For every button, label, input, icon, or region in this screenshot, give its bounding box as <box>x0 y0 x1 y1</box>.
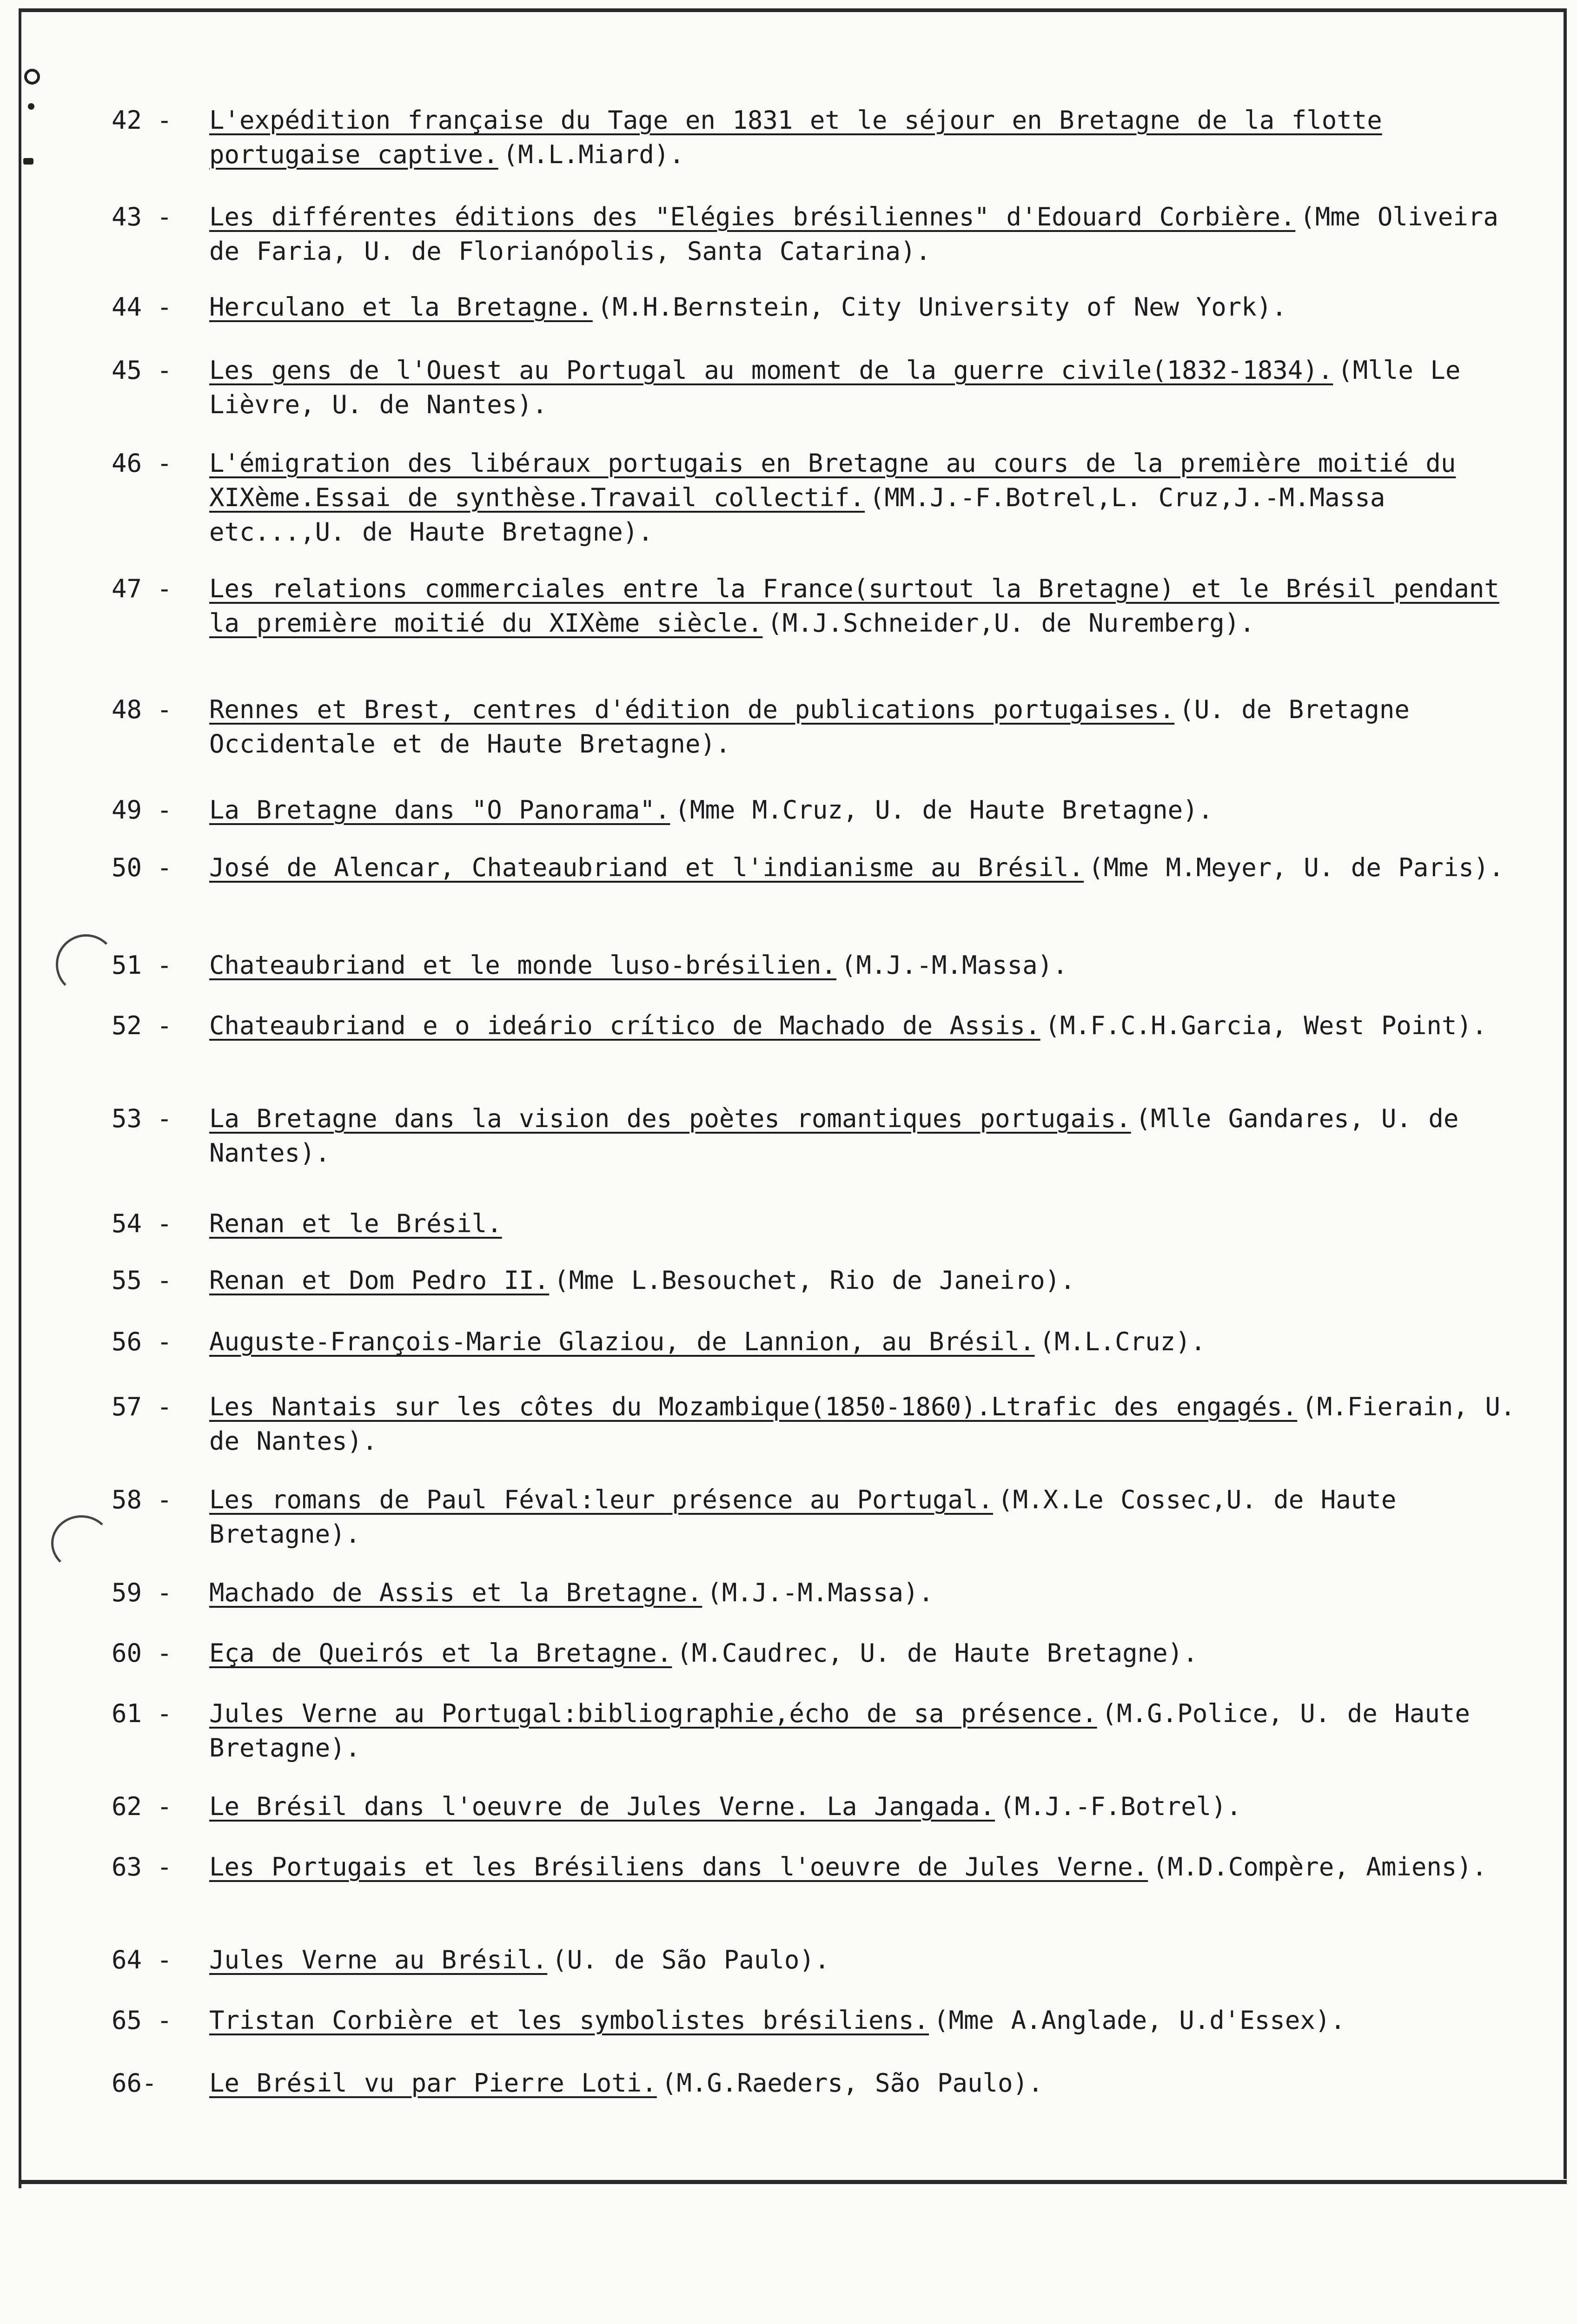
entry-reference: (Mme A.Anglade, U.d'Essex). <box>934 2006 1345 2035</box>
entry-number: 54 - <box>112 1209 172 1238</box>
entry-reference: (M.J.-F.Botrel). <box>1000 1792 1242 1821</box>
entry-title: Renan et le Brésil. <box>209 1209 502 1238</box>
list-item <box>112 1483 1525 1552</box>
list-item <box>112 2003 1525 2038</box>
list-item <box>112 1697 1525 1765</box>
entry-reference: (Mlle Le Lièvre, U. de Nantes). <box>209 356 1461 419</box>
entry-title: Jules Verne au Portugal:bibliographie,écho de sa présence. <box>209 1699 1097 1728</box>
entry-number: 51 - <box>112 951 172 980</box>
margin-dot-mark <box>28 103 34 110</box>
entry-title: Auguste-François-Marie Glaziou, de Lannion, au Brésil. <box>209 1327 1035 1356</box>
margin-pencil-mark <box>51 1515 112 1571</box>
entry-number: 64 - <box>112 1945 172 1974</box>
page-frame-left-rule <box>19 8 21 2188</box>
entry-title: Les romans de Paul Féval:leur présence au Portugal. <box>209 1485 994 1514</box>
entry-reference: (MM.J.-F.Botrel,L. Cruz,J.-M.Massa etc...,U. de Haute Bretagne). <box>209 483 1385 547</box>
list-item <box>112 1390 1525 1459</box>
entry-reference: (M.L.Cruz). <box>1039 1327 1206 1356</box>
entry-number: 56 - <box>112 1327 172 1356</box>
entry-reference: (M.L.Miard). <box>503 140 684 169</box>
entry-title: Le Brésil dans l'oeuvre de Jules Verne. La Jangada. <box>209 1792 995 1821</box>
entry-title: La Bretagne dans la vision des poètes romantiques portugais. <box>209 1104 1131 1133</box>
entry-reference: (M.H.Bernstein, City University of New York). <box>597 292 1287 322</box>
entry-number: 57 - <box>112 1392 172 1421</box>
list-item <box>112 851 1525 885</box>
entry-number: 43 - <box>112 202 172 231</box>
entry-reference: (Mme M.Cruz, U. de Haute Bretagne). <box>675 795 1213 825</box>
entry-title: Chateaubriand et le monde luso-brésilien. <box>209 951 836 980</box>
list-item <box>112 693 1525 761</box>
entry-reference: (M.F.C.H.Garcia, West Point). <box>1045 1011 1487 1040</box>
entry-title: Les Nantais sur les côtes du Mozambique(1850-1860).Ltrafic des engagés. <box>209 1392 1298 1421</box>
list-item <box>112 2066 1525 2100</box>
list-item <box>112 1207 1525 1241</box>
entry-number: 61 - <box>112 1699 172 1728</box>
entry-title: José de Alencar, Chateaubriand et l'indianisme au Brésil. <box>209 853 1084 882</box>
entry-number: 63 - <box>112 1852 172 1882</box>
entry-reference: (M.J.-M.Massa). <box>707 1578 934 1607</box>
entry-reference: (M.Caudrec, U. de Haute Bretagne). <box>676 1638 1198 1668</box>
entry-number: 47 - <box>112 574 172 603</box>
list-item <box>112 1789 1525 1824</box>
entry-title: La Bretagne dans "O Panorama". <box>209 795 670 825</box>
entry-title: Tristan Corbière et les symbolistes brésiliens. <box>209 2006 929 2035</box>
entry-number: 60 - <box>112 1638 172 1668</box>
entry-title: Les différentes éditions des "Elégies brésiliennes" d'Edouard Corbière. <box>209 202 1296 231</box>
entry-number: 42 - <box>112 106 172 135</box>
entry-number: 62 - <box>112 1792 172 1821</box>
list-item <box>112 1576 1525 1610</box>
entry-reference: (M.X.Le Cossec,U. de Haute Bretagne). <box>209 1485 1397 1549</box>
entry-reference: (M.G.Raeders, São Paulo). <box>661 2068 1043 2098</box>
entry-reference: (U. de São Paulo). <box>552 1945 830 1974</box>
entry-title: Les relations commerciales entre la France(surtout la Bretagne) et le Brésil pendant la première moitié du XIXème siècle. <box>209 574 1499 638</box>
entry-title: Machado de Assis et la Bretagne. <box>209 1578 702 1607</box>
entry-title: Les gens de l'Ouest au Portugal au moment de la guerre civile(1832-1834). <box>209 356 1333 385</box>
entry-number: 58 - <box>112 1485 172 1514</box>
entry-number: 50 - <box>112 853 172 882</box>
list-item <box>112 572 1525 640</box>
entry-reference: (U. de Bretagne Occidentale et de Haute Bretagne). <box>209 695 1410 759</box>
entry-number: 65 - <box>112 2006 172 2035</box>
list-item <box>112 1009 1525 1043</box>
list-item <box>112 200 1525 269</box>
list-item <box>112 948 1525 983</box>
page-frame-bottom-rule <box>19 2180 1567 2184</box>
entry-title: Les Portugais et les Brésiliens dans l'oeuvre de Jules Verne. <box>209 1852 1148 1882</box>
entry-title: Rennes et Brest, centres d'édition de publications portugaises. <box>209 695 1175 724</box>
entry-reference: (Mme L.Besouchet, Rio de Janeiro). <box>554 1266 1075 1295</box>
entry-title: L'expédition française du Tage en 1831 et le séjour en Bretagne de la flotte portugaise captive. <box>209 106 1382 169</box>
entry-reference: (M.G.Police, U. de Haute Bretagne). <box>209 1699 1470 1763</box>
entry-number: 55 - <box>112 1266 172 1295</box>
list-item <box>112 290 1525 324</box>
list-item <box>112 446 1525 549</box>
entry-number: 52 - <box>112 1011 172 1040</box>
margin-pencil-mark <box>56 934 116 995</box>
entry-number: 45 - <box>112 356 172 385</box>
list-item <box>112 1263 1525 1298</box>
entry-reference: (M.J.Schneider,U. de Nuremberg). <box>767 608 1255 638</box>
entry-reference: (Mme Oliveira de Faria, U. de Florianópolis, Santa Catarina). <box>209 202 1498 266</box>
entry-number: 49 - <box>112 795 172 825</box>
page-frame-top-rule <box>19 8 1567 12</box>
entry-reference: (M.Fierain, U. de Nantes). <box>209 1392 1516 1456</box>
list-item <box>112 103 1525 172</box>
entry-title: Chateaubriand e o ideário crítico de Machado de Assis. <box>209 1011 1040 1040</box>
margin-dot-mark <box>23 158 33 165</box>
entry-number: 66- <box>112 2068 157 2098</box>
entry-number: 59 - <box>112 1578 172 1607</box>
entry-title: Le Brésil vu par Pierre Loti. <box>209 2068 657 2098</box>
list-item <box>112 1943 1525 1977</box>
list-item <box>112 1325 1525 1359</box>
list-item <box>112 1102 1525 1170</box>
margin-hole-mark <box>24 69 40 85</box>
entry-reference: (Mlle Gandares, U. de Nantes). <box>209 1104 1459 1168</box>
entry-number: 44 - <box>112 292 172 322</box>
list-item <box>112 353 1525 422</box>
entry-title: Renan et Dom Pedro II. <box>209 1266 550 1295</box>
entry-title: L'émigration des libéraux portugais en Bretagne au cours de la première moitié du XIXème.Essai de synthèse.Travail collectif. <box>209 449 1456 512</box>
entry-title: Eça de Queirós et la Bretagne. <box>209 1638 672 1668</box>
entry-number: 46 - <box>112 449 172 478</box>
list-item <box>112 1850 1525 1884</box>
list-item <box>112 1636 1525 1670</box>
page-frame-right-rule <box>1564 8 1567 2179</box>
entry-reference: (M.D.Compère, Amiens). <box>1153 1852 1487 1882</box>
list-item <box>112 793 1525 827</box>
entry-number: 48 - <box>112 695 172 724</box>
entry-title: Herculano et la Bretagne. <box>209 292 593 322</box>
entry-reference: (Mme M.Meyer, U. de Paris). <box>1088 853 1504 882</box>
entry-number: 53 - <box>112 1104 172 1133</box>
entry-title: Jules Verne au Brésil. <box>209 1945 548 1974</box>
entry-reference: (M.J.-M.Massa). <box>841 951 1068 980</box>
